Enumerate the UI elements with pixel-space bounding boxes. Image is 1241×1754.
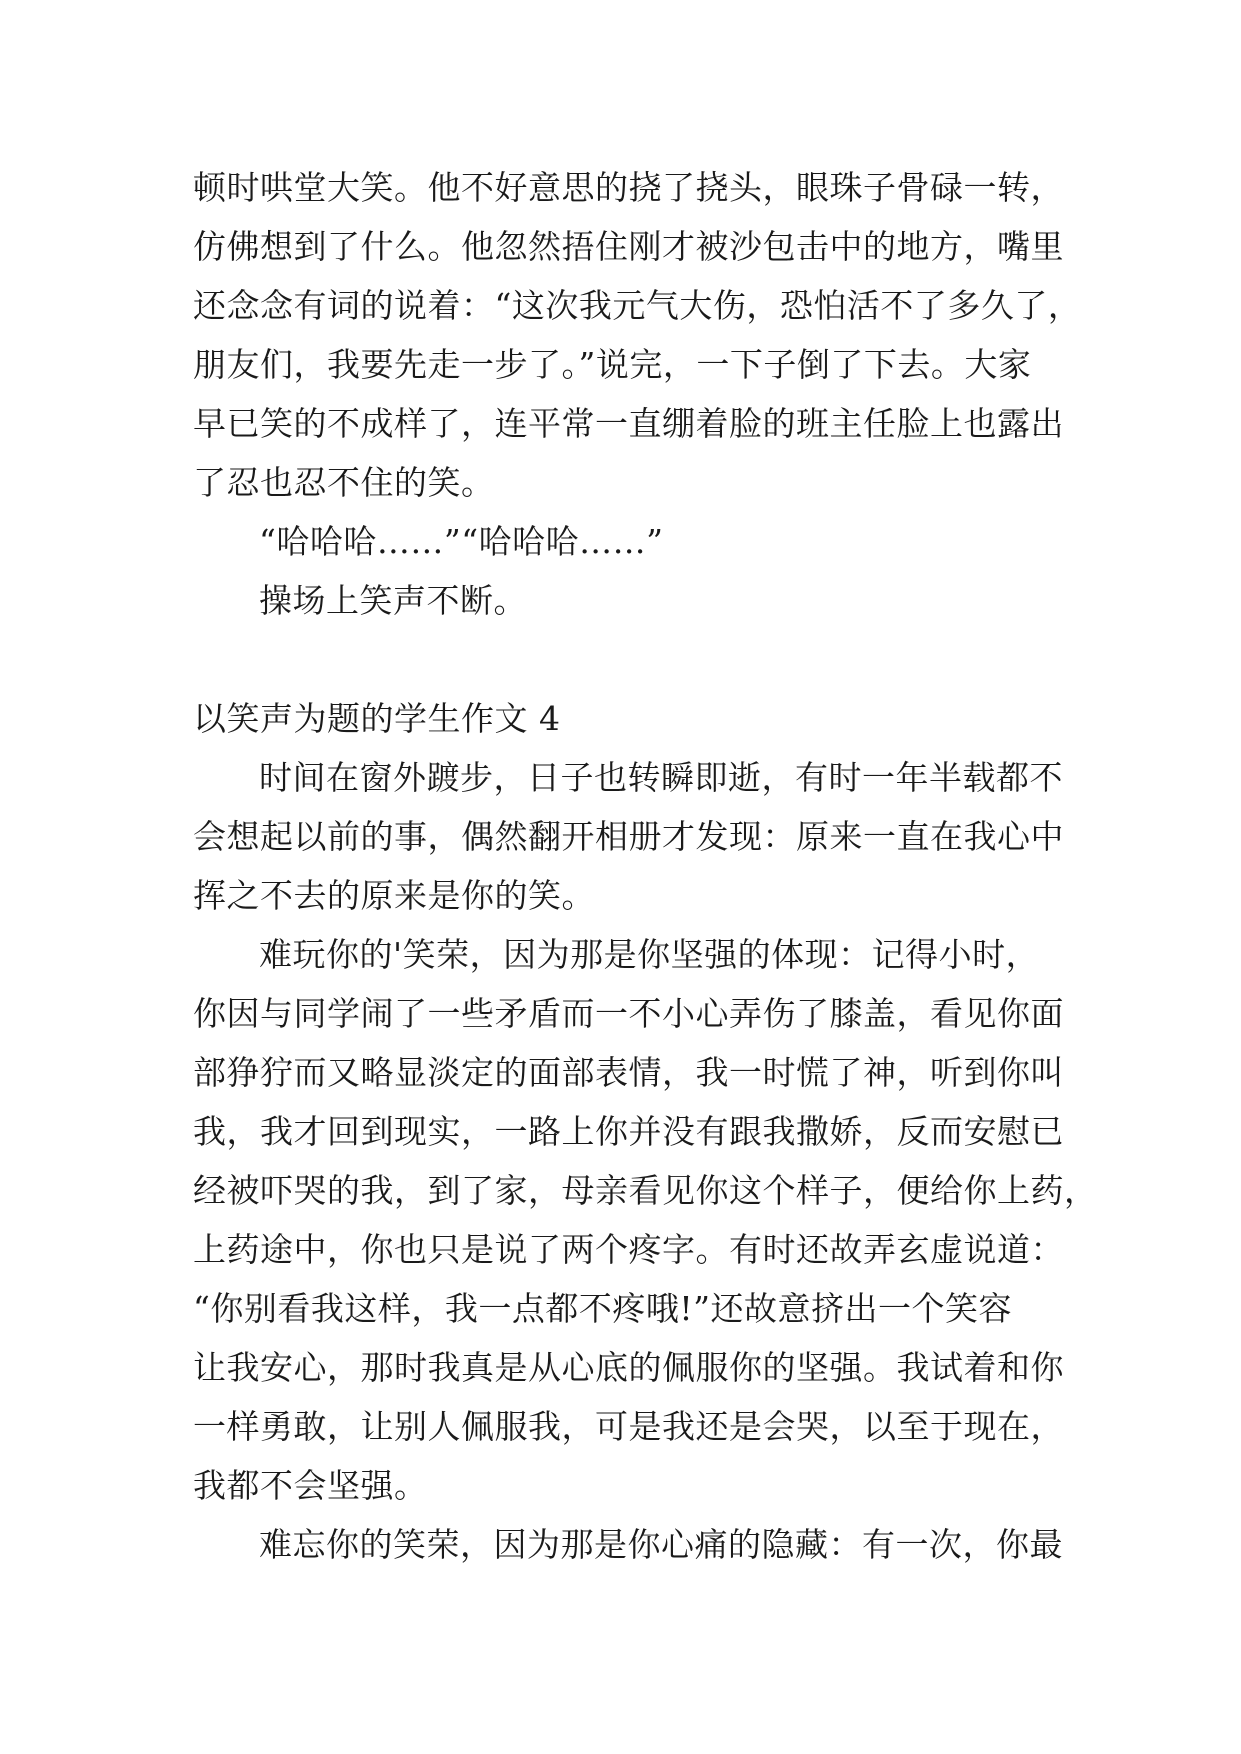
text-line: “你别看我这样，我一点都不疼哦!”还故意挤出一个笑容 bbox=[193, 1289, 1013, 1328]
text-line: 我都不会坚强。 bbox=[193, 1466, 428, 1505]
text-line: 朋友们，我要先走一步了。”说完，一下子倒了下去。大家 bbox=[193, 345, 1032, 384]
text-line: 经被吓哭的我，到了家，母亲看见你这个样子，便给你上药， bbox=[193, 1171, 1098, 1210]
text-line: 时间在窗外踱步，日子也转瞬即逝，有时一年半载都不 bbox=[259, 758, 1063, 797]
text-line: 顿时哄堂大笑。他不好意思的挠了挠头，眼珠子骨碌一转， bbox=[193, 168, 1064, 207]
text-line: 你因与同学闹了一些矛盾而一不小心弄伤了膝盖，看见你面 bbox=[193, 994, 1064, 1033]
text-line: 了忍也忍不住的笑。 bbox=[193, 463, 495, 502]
section-gap bbox=[193, 630, 1073, 689]
essay-paragraph-3 bbox=[193, 1515, 1073, 1574]
text-line: 还念念有词的说着：“这次我元气大伤，恐怕活不了多久了， bbox=[193, 286, 1082, 325]
text-line: 难忘你的笑荣，因为那是你心痛的隐藏：有一次，你最 bbox=[259, 1525, 1063, 1564]
text-line: 部狰狞而又略显淡定的面部表情，我一时慌了神，听到你叫 bbox=[193, 1053, 1064, 1092]
text-line: 上药途中，你也只是说了两个疼字。有时还故弄玄虚说道： bbox=[193, 1230, 1064, 1269]
story-ending-paragraph bbox=[193, 158, 1082, 512]
text-line: 早已笑的不成样了，连平常一直绷着脸的班主任脸上也露出 bbox=[193, 404, 1064, 443]
text-line: 难玩你的'笑荣，因为那是你坚强的体现：记得小时， bbox=[259, 935, 1040, 974]
text-line: 挥之不去的原来是你的笑。 bbox=[193, 876, 595, 915]
essay-paragraph-2 bbox=[193, 925, 1098, 1515]
playground-line: 操场上笑声不断。 bbox=[259, 581, 527, 620]
text-line: 仿佛想到了什么。他忽然捂住刚才被沙包击中的地方，嘴里 bbox=[193, 227, 1064, 266]
laugh-quote-line: “哈哈哈……”“哈哈哈……” bbox=[259, 522, 664, 561]
text-line: 会想起以前的事，偶然翻开相册才发现：原来一直在我心中 bbox=[193, 817, 1064, 856]
text-line: 我，我才回到现实，一路上你并没有跟我撒娇，反而安慰已 bbox=[193, 1112, 1064, 1151]
text-line: 一样勇敢，让别人佩服我，可是我还是会哭，以至于现在， bbox=[193, 1407, 1064, 1446]
text-line: 让我安心，那时我真是从心底的佩服你的坚强。我试着和你 bbox=[193, 1348, 1064, 1387]
essay-paragraph-1 bbox=[193, 748, 1073, 925]
essay-heading: 以笑声为题的学生作文 4 bbox=[193, 699, 561, 738]
document-body bbox=[193, 158, 1098, 1574]
